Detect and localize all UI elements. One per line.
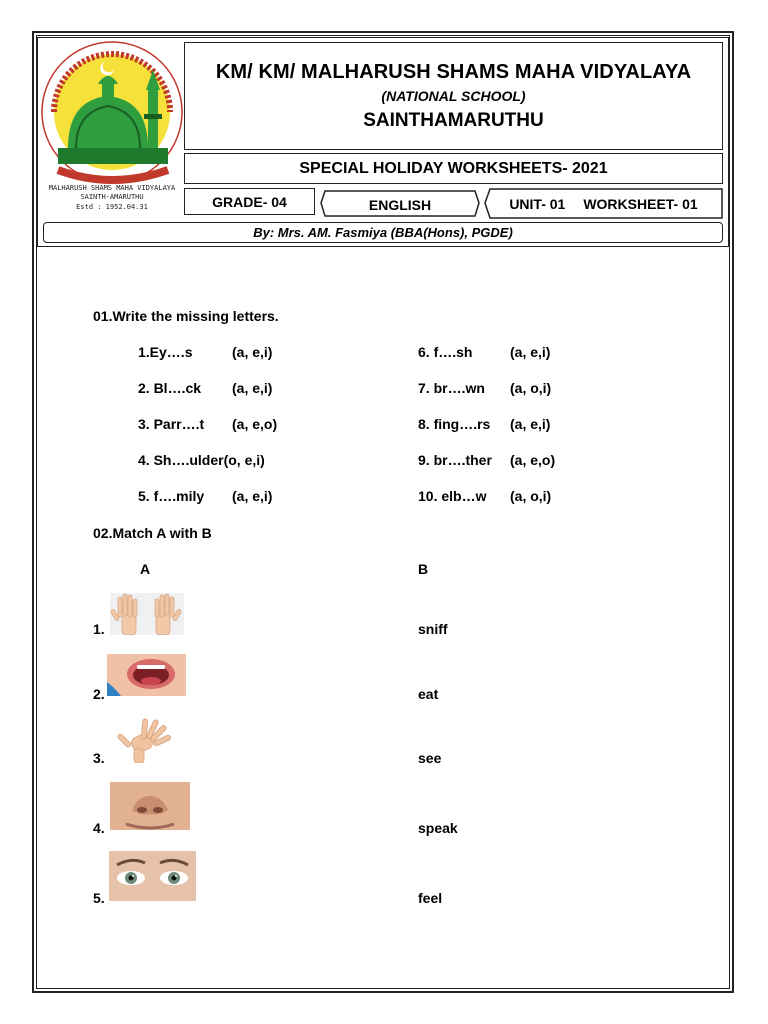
column-b-heading: B (418, 561, 429, 577)
hands-picture (110, 593, 184, 635)
school-type: (NATIONAL SCHOOL) (381, 87, 526, 104)
q1-item-9: 9. br….ther (418, 452, 492, 468)
worksheet-number: WORKSHEET- 01 (583, 195, 698, 212)
q1-item-10: 10. elb…w (418, 488, 487, 504)
column-a-heading: A (140, 561, 151, 577)
q1-item-2: 2. Bl….ck (138, 380, 202, 396)
q1-item-8: 8. fing….rs (418, 416, 491, 432)
q1-item-5: 5. f….mily (138, 488, 205, 504)
q1-options-1: (a, e,i) (232, 344, 273, 360)
match-number-1: 1. (93, 621, 105, 637)
subject-box (320, 190, 480, 217)
match-word-1: sniff (418, 621, 448, 637)
match-number-5: 5. (93, 890, 105, 906)
mouth-picture (107, 654, 186, 696)
q1-options-3: (a, e,o) (232, 416, 278, 432)
match-word-5: feel (418, 890, 443, 906)
q1-item-4: 4. Sh….ulder(o, e,i) (138, 452, 265, 468)
q1-item-7: 7. br….wn (418, 380, 485, 396)
eyes-picture (109, 851, 196, 901)
logo-caption-town: SAINTH-AMARUTHU (80, 193, 144, 201)
match-word-4: speak (418, 820, 458, 836)
match-word-3: see (418, 750, 442, 766)
unit-label: UNIT- 01 (509, 195, 566, 212)
match-number-3: 3. (93, 750, 105, 766)
logo-caption-estd: Estd : 1952.04.31 (76, 203, 148, 211)
school-town: SAINTHAMARUTHU (363, 109, 544, 131)
q1-options-8: (a, e,i) (510, 416, 551, 432)
q1-options-7: (a, o,i) (510, 380, 552, 396)
match-number-4: 4. (93, 820, 105, 836)
match-word-2: eat (418, 686, 439, 702)
question2-title: 02.Match A with B (93, 525, 212, 541)
question1-title: 01.Write the missing letters. (93, 308, 279, 324)
school-name: KM/ KM/ MALHARUSH SHAMS MAHA VIDYALAYA (215, 60, 692, 83)
school-name-box (184, 42, 723, 150)
grade-label: GRADE- 04 (184, 188, 315, 215)
match-number-2: 2. (93, 686, 105, 702)
q1-options-10: (a, o,i) (510, 488, 552, 504)
unit-box (484, 188, 723, 219)
q1-options-5: (a, e,i) (232, 488, 273, 504)
q1-options-2: (a, e,i) (232, 380, 273, 396)
nose-picture (110, 782, 190, 830)
worksheet-title: SPECIAL HOLIDAY WORKSHEETS- 2021 (184, 153, 723, 184)
logo-caption-name: MALHARUSH SHAMS MAHA VIDYALAYA (48, 184, 176, 192)
q1-item-3: 3. Parr….t (138, 416, 205, 432)
q1-options-9: (a, e,o) (510, 452, 556, 468)
q1-item-1: 1.Ey….s (138, 344, 193, 360)
q1-options-6: (a, e,i) (510, 344, 551, 360)
subject-label: ENGLISH (368, 197, 432, 213)
q1-item-6: 6. f….sh (418, 344, 473, 360)
author-line: By: Mrs. AM. Fasmiya (BBA(Hons), PGDE) (43, 222, 723, 243)
hand-picture (112, 717, 182, 763)
